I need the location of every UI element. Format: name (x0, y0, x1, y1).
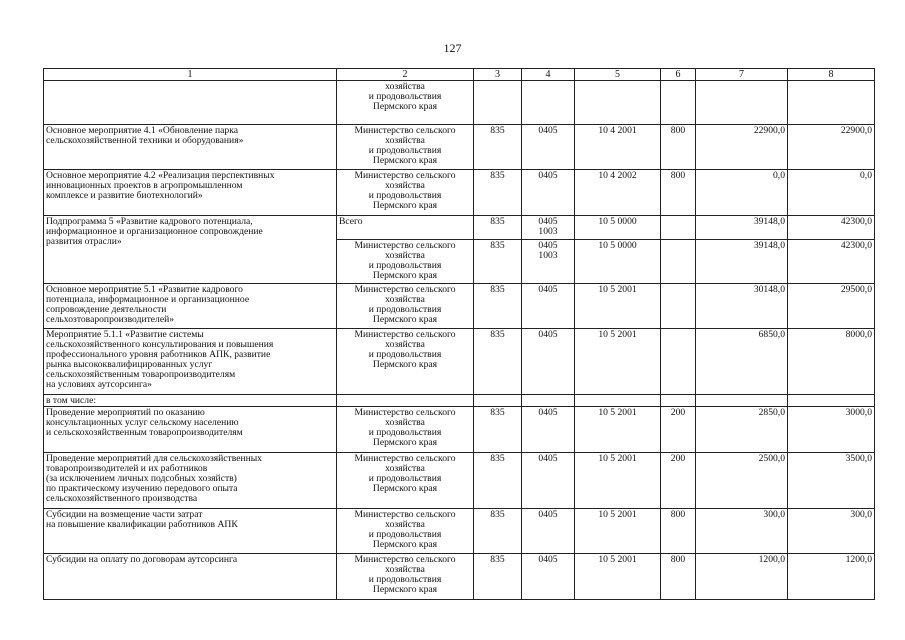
row-name: Основное мероприятие 4.2 «Реализация перспективных инновационных проектов в агропромышленном комплексе и развитие биотехнологий» (44, 170, 337, 216)
row-agency: Министерство сельского хозяйства и продовольствия Пермского края (337, 329, 474, 395)
table-row (44, 81, 875, 125)
row-c4: 0405 1003 (522, 240, 575, 284)
header-cell: 2 (337, 69, 474, 81)
table-row (44, 329, 875, 395)
row-c6 (661, 240, 696, 284)
header-cell: 5 (575, 69, 661, 81)
row-agency: Всего (337, 216, 474, 240)
row-c8: 3000,0 (788, 407, 875, 453)
row-c6: 800 (661, 125, 696, 170)
row-agency: хозяйства и продовольствия Пермского края (337, 81, 474, 125)
row-name: в том числе: (44, 395, 337, 407)
row-c6: 200 (661, 453, 696, 509)
row-c8 (788, 81, 875, 125)
row-c3: 835 (474, 329, 522, 395)
row-name: Субсидии на оплату по договорам аутсорсинга (44, 554, 337, 600)
row-c3: 835 (474, 453, 522, 509)
header-cell: 3 (474, 69, 522, 81)
row-c4: 0405 (522, 329, 575, 395)
row-c5: 10 5 0000 (575, 216, 661, 240)
row-c3: 835 (474, 407, 522, 453)
row-c7: 1200,0 (696, 554, 788, 600)
table-row (44, 284, 875, 329)
row-agency: Министерство сельского хозяйства и продовольствия Пермского края (337, 170, 474, 216)
row-c5: 10 5 2001 (575, 453, 661, 509)
row-agency: Министерство сельского хозяйства и продовольствия Пермского края (337, 407, 474, 453)
row-c7 (696, 81, 788, 125)
table-header-row (44, 69, 875, 81)
row-c5: 10 5 0000 (575, 240, 661, 284)
row-c6: 800 (661, 170, 696, 216)
header-cell: 4 (522, 69, 575, 81)
table-row (44, 125, 875, 170)
header-cell: 7 (696, 69, 788, 81)
row-c7: 2500,0 (696, 453, 788, 509)
row-c5: 10 4 2002 (575, 170, 661, 216)
page-number: 127 (443, 41, 462, 55)
row-c8: 42300,0 (788, 240, 875, 284)
row-c3: 835 (474, 240, 522, 284)
row-c6 (661, 329, 696, 395)
table-row (44, 216, 875, 240)
table-row (44, 395, 875, 407)
row-c5 (575, 395, 661, 407)
row-c7: 39148,0 (696, 216, 788, 240)
row-c8: 300,0 (788, 509, 875, 554)
row-name: Мероприятие 5.1.1 «Развитие системы сельскохозяйственного консультирования и повышения профессионального уровня работников АПК, развитие рынка высококвалифицированных услуг сельскохозяйственным товаропроизводителям на условиях аутсорсинга» (44, 329, 337, 395)
budget-table (43, 68, 875, 600)
row-c8: 8000,0 (788, 329, 875, 395)
row-agency (337, 395, 474, 407)
table-row (44, 554, 875, 600)
row-c3: 835 (474, 216, 522, 240)
row-name: Основное мероприятие 5.1 «Развитие кадрового потенциала, информационное и организационное сопровождение деятельности сельхозтоваропроизводителей» (44, 284, 337, 329)
table-row (44, 170, 875, 216)
row-name: Подпрограмма 5 «Развитие кадрового потенциала, информационное и организационное сопровождение развития отрасли» (44, 216, 337, 284)
row-c7: 0,0 (696, 170, 788, 216)
row-name (44, 81, 337, 125)
row-c4 (522, 81, 575, 125)
row-c7: 39148,0 (696, 240, 788, 284)
header-cell: 8 (788, 69, 875, 81)
row-name: Проведение мероприятий по оказанию консультационных услуг сельскому населению и сельскохозяйственным товаропроизводителям (44, 407, 337, 453)
row-agency: Министерство сельского хозяйства и продовольствия Пермского края (337, 453, 474, 509)
row-c4: 0405 1003 (522, 216, 575, 240)
header-cell: 6 (661, 69, 696, 81)
row-c5 (575, 81, 661, 125)
row-c8: 29500,0 (788, 284, 875, 329)
row-c6: 800 (661, 554, 696, 600)
row-c5: 10 5 2001 (575, 329, 661, 395)
table-row (44, 509, 875, 554)
row-agency: Министерство сельского хозяйства и продовольствия Пермского края (337, 240, 474, 284)
row-c5: 10 5 2001 (575, 284, 661, 329)
row-c3: 835 (474, 284, 522, 329)
row-c7: 30148,0 (696, 284, 788, 329)
row-c4: 0405 (522, 284, 575, 329)
row-c6 (661, 284, 696, 329)
row-c6: 800 (661, 509, 696, 554)
row-c3: 835 (474, 170, 522, 216)
row-c8: 22900,0 (788, 125, 875, 170)
row-c8 (788, 395, 875, 407)
row-c4: 0405 (522, 170, 575, 216)
row-c4: 0405 (522, 125, 575, 170)
row-c5: 10 5 2001 (575, 554, 661, 600)
row-c6 (661, 81, 696, 125)
row-c4: 0405 (522, 407, 575, 453)
row-c7: 22900,0 (696, 125, 788, 170)
row-c7: 2850,0 (696, 407, 788, 453)
row-name: Проведение мероприятий для сельскохозяйственных товаропроизводителей и их работников (за исключением личных подсобных хозяйств) по практическому изучению передового опыта сельскохозяйственного производства (44, 453, 337, 509)
row-c3: 835 (474, 509, 522, 554)
row-c5: 10 5 2001 (575, 407, 661, 453)
row-agency: Министерство сельского хозяйства и продовольствия Пермского края (337, 125, 474, 170)
row-c7 (696, 395, 788, 407)
row-c3: 835 (474, 125, 522, 170)
row-c8: 3500,0 (788, 453, 875, 509)
row-c4 (522, 395, 575, 407)
row-c8: 1200,0 (788, 554, 875, 600)
row-agency: Министерство сельского хозяйства и продовольствия Пермского края (337, 554, 474, 600)
row-c3 (474, 395, 522, 407)
row-name: Субсидии на возмещение части затрат на повышение квалификации работников АПК (44, 509, 337, 554)
row-c4: 0405 (522, 509, 575, 554)
row-c3 (474, 81, 522, 125)
row-c6: 200 (661, 407, 696, 453)
row-c5: 10 5 2001 (575, 509, 661, 554)
table-row (44, 453, 875, 509)
row-c4: 0405 (522, 453, 575, 509)
row-c5: 10 4 2001 (575, 125, 661, 170)
row-c7: 300,0 (696, 509, 788, 554)
row-c3: 835 (474, 554, 522, 600)
row-c8: 42300,0 (788, 216, 875, 240)
row-c4: 0405 (522, 554, 575, 600)
row-c6 (661, 395, 696, 407)
row-c7: 6850,0 (696, 329, 788, 395)
row-c6 (661, 216, 696, 240)
header-cell: 1 (44, 69, 337, 81)
table-row (44, 407, 875, 453)
row-name: Основное мероприятие 4.1 «Обновление парка сельскохозяйственной техники и оборудования» (44, 125, 337, 170)
row-agency: Министерство сельского хозяйства и продовольствия Пермского края (337, 509, 474, 554)
row-c8: 0,0 (788, 170, 875, 216)
row-agency: Министерство сельского хозяйства и продовольствия Пермского края (337, 284, 474, 329)
